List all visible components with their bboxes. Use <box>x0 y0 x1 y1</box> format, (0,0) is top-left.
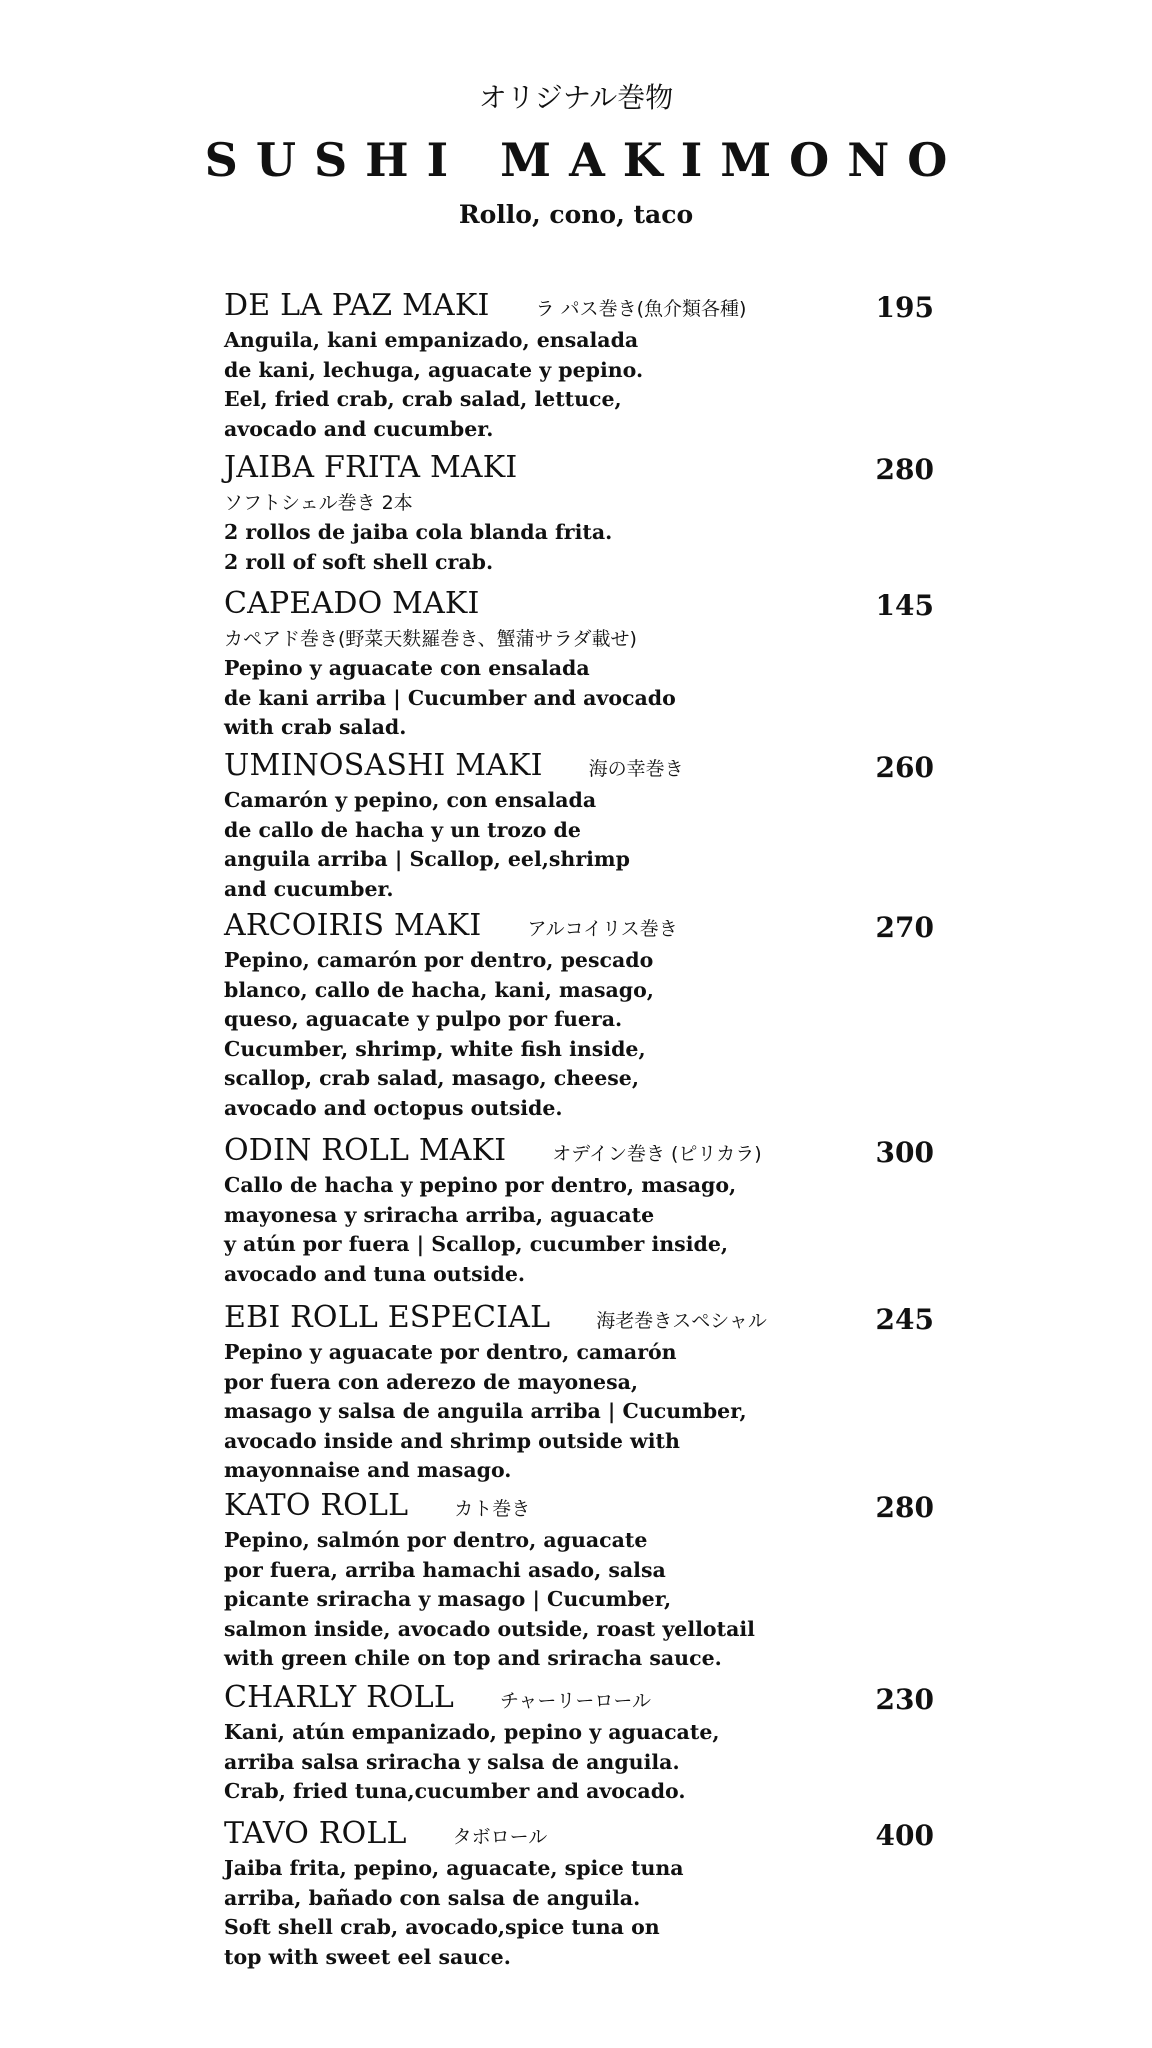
description-line: mayonesa y sriracha arriba, aguacate <box>224 1202 655 1227</box>
menu-item <box>224 584 934 743</box>
description-line: arriba salsa sriracha y salsa de anguila. <box>224 1749 680 1774</box>
description-line: scallop, crab salad, masago, cheese, <box>224 1066 639 1090</box>
menu-item-name: ODIN ROLL MAKI <box>224 1133 507 1168</box>
menu-item-price: 300 <box>875 1136 934 1169</box>
menu-item-description <box>224 1854 934 1972</box>
menu-item-header <box>224 1131 934 1171</box>
section-subtitle: Rollo, cono, taco <box>458 200 694 229</box>
menu-item-header <box>224 1678 934 1718</box>
description-line: y atún por fuera | Scallop, cucumber inside, <box>224 1232 729 1256</box>
menu-item-name: KATO ROLL <box>224 1488 409 1523</box>
menu-item-jp-name: オデイン巻き (ピリカラ) <box>552 1143 762 1165</box>
description-line: Eel, fried crab, crab salad, lettuce, <box>224 387 622 411</box>
menu-item <box>224 1298 934 1486</box>
menu-item-jp-name: チャーリーロール <box>499 1690 652 1712</box>
description-line: avocado and octopus outside. <box>224 1095 563 1120</box>
description-line: salmon inside, avocado outside, roast yellotail <box>224 1616 755 1641</box>
menu-item-header <box>224 448 934 488</box>
description-line: picante sriracha y masago | Cucumber, <box>224 1587 672 1611</box>
description-line: Anguila, kani empanizado, ensalada <box>224 328 639 352</box>
menu-item-name: ARCOIRIS MAKI <box>224 908 482 943</box>
menu-item-header <box>224 584 934 624</box>
menu-item-description <box>224 1338 934 1486</box>
menu-item-price: 230 <box>875 1683 934 1716</box>
menu-item-header <box>224 1486 934 1526</box>
menu-item <box>224 1486 934 1674</box>
description-line: Cucumber, shrimp, white fish inside, <box>224 1036 646 1061</box>
menu-item-description <box>224 946 934 1123</box>
menu-item-header <box>224 746 934 786</box>
description-line: de kani, lechuga, aguacate y pepino. <box>224 357 644 382</box>
description-line: mayonnaise and masago. <box>224 1458 512 1482</box>
description-line: avocado inside and shrimp outside with <box>224 1428 680 1453</box>
description-line: with green chile on top and sriracha sauce. <box>224 1646 722 1670</box>
menu-item <box>224 1131 934 1289</box>
menu-item <box>224 746 934 904</box>
menu-item-jp-name: ラ パス巻き(魚介類各種) <box>535 298 747 320</box>
menu-item-header <box>224 1298 934 1338</box>
description-line: Camarón y pepino, con ensalada <box>224 788 597 812</box>
menu-item-name: JAIBA FRITA MAKI <box>224 450 518 485</box>
menu-item <box>224 1814 934 1972</box>
menu-item-jp-name: タボロール <box>452 1826 548 1848</box>
description-line: avocado and tuna outside. <box>224 1261 526 1286</box>
menu-item-name: DE LA PAZ MAKI <box>224 288 490 323</box>
menu-item-header <box>224 286 934 326</box>
menu-item-jp-name: 海老巻きスペシャル <box>596 1310 767 1332</box>
menu-item-description <box>224 326 934 444</box>
description-line: Soft shell crab, avocado,spice tuna on <box>224 1915 660 1939</box>
menu-item-description <box>224 518 934 577</box>
description-line: blanco, callo de hacha, kani, masago, <box>224 977 654 1002</box>
menu-item-price: 145 <box>875 589 934 622</box>
description-line: de callo de hacha y un trozo de <box>224 817 581 842</box>
description-line: Pepino y aguacate con ensalada <box>224 656 590 680</box>
menu-item-price: 270 <box>875 911 934 944</box>
menu-item-price: 280 <box>875 1491 934 1524</box>
description-line: anguila arriba | Scallop, eel,shrimp <box>224 847 630 871</box>
description-line: Pepino y aguacate por dentro, camarón <box>224 1340 677 1364</box>
menu-item-price: 195 <box>875 291 934 324</box>
menu-item <box>224 906 934 1123</box>
description-line: por fuera, arriba hamachi asado, salsa <box>224 1557 666 1582</box>
menu-item-jp-name: アルコイリス巻き <box>527 918 678 940</box>
description-line: Pepino, camarón por dentro, pescado <box>224 948 654 972</box>
description-line: Callo de hacha y pepino por dentro, masago, <box>224 1173 737 1197</box>
menu-item-jp-name: カト巻き <box>454 1498 531 1520</box>
menu-item-price: 260 <box>875 751 934 784</box>
description-line: Pepino, salmón por dentro, aguacate <box>224 1528 648 1552</box>
description-line: Crab, fried tuna,cucumber and avocado. <box>224 1779 686 1803</box>
menu-item-header <box>224 1814 934 1854</box>
menu-header <box>0 78 1152 232</box>
menu-item-jp-name: ソフトシェル巻き 2本 <box>224 492 413 514</box>
menu-item-price: 280 <box>875 453 934 486</box>
description-line: Jaiba frita, pepino, aguacate, spice tuna <box>224 1856 684 1880</box>
menu-item-jp-name: カペアド巻き(野菜天麩羅巻き、蟹蒲サラダ載せ) <box>224 628 637 650</box>
menu-item <box>224 286 934 444</box>
description-line: de kani arriba | Cucumber and avocado <box>224 685 676 710</box>
menu-item-name: EBI ROLL ESPECIAL <box>224 1300 551 1335</box>
description-line: arriba, bañado con salsa de anguila. <box>224 1885 641 1910</box>
menu-item-name: UMINOSASHI MAKI <box>224 748 543 783</box>
menu-item-jp-line <box>224 624 934 654</box>
description-line: top with sweet eel sauce. <box>224 1944 511 1969</box>
menu-item-price: 400 <box>875 1819 934 1852</box>
menu-item-price: 245 <box>875 1303 934 1336</box>
menu-item-description <box>224 654 934 743</box>
menu-item-jp-line <box>224 488 934 518</box>
menu-item-description <box>224 1718 934 1807</box>
description-line: masago y salsa de anguila arriba | Cucumber, <box>224 1399 747 1423</box>
description-line: 2 roll of soft shell crab. <box>224 549 494 574</box>
jp-section-title: オリジナル巻物 <box>478 81 674 114</box>
menu-item <box>224 1678 934 1807</box>
menu-item-description <box>224 1171 934 1289</box>
menu-item-name: CAPEADO MAKI <box>224 586 480 621</box>
description-line: 2 rollos de jaiba cola blanda frita. <box>224 520 613 544</box>
description-line: por fuera con aderezo de mayonesa, <box>224 1369 639 1394</box>
menu-item-description <box>224 1526 934 1674</box>
description-line: avocado and cucumber. <box>224 416 494 441</box>
menu-item <box>224 448 934 577</box>
section-title: SUSHI MAKIMONO <box>204 133 966 187</box>
menu-item-description <box>224 786 934 904</box>
description-line: queso, aguacate y pulpo por fuera. <box>224 1007 623 1031</box>
description-line: with crab salad. <box>224 715 407 739</box>
menu-item-name: CHARLY ROLL <box>224 1680 454 1715</box>
description-line: and cucumber. <box>224 876 394 901</box>
menu-item-name: TAVO ROLL <box>224 1816 407 1851</box>
menu-item-header <box>224 906 934 946</box>
menu-item-jp-name: 海の幸巻き <box>588 758 684 780</box>
description-line: Kani, atún empanizado, pepino y aguacate, <box>224 1720 720 1744</box>
